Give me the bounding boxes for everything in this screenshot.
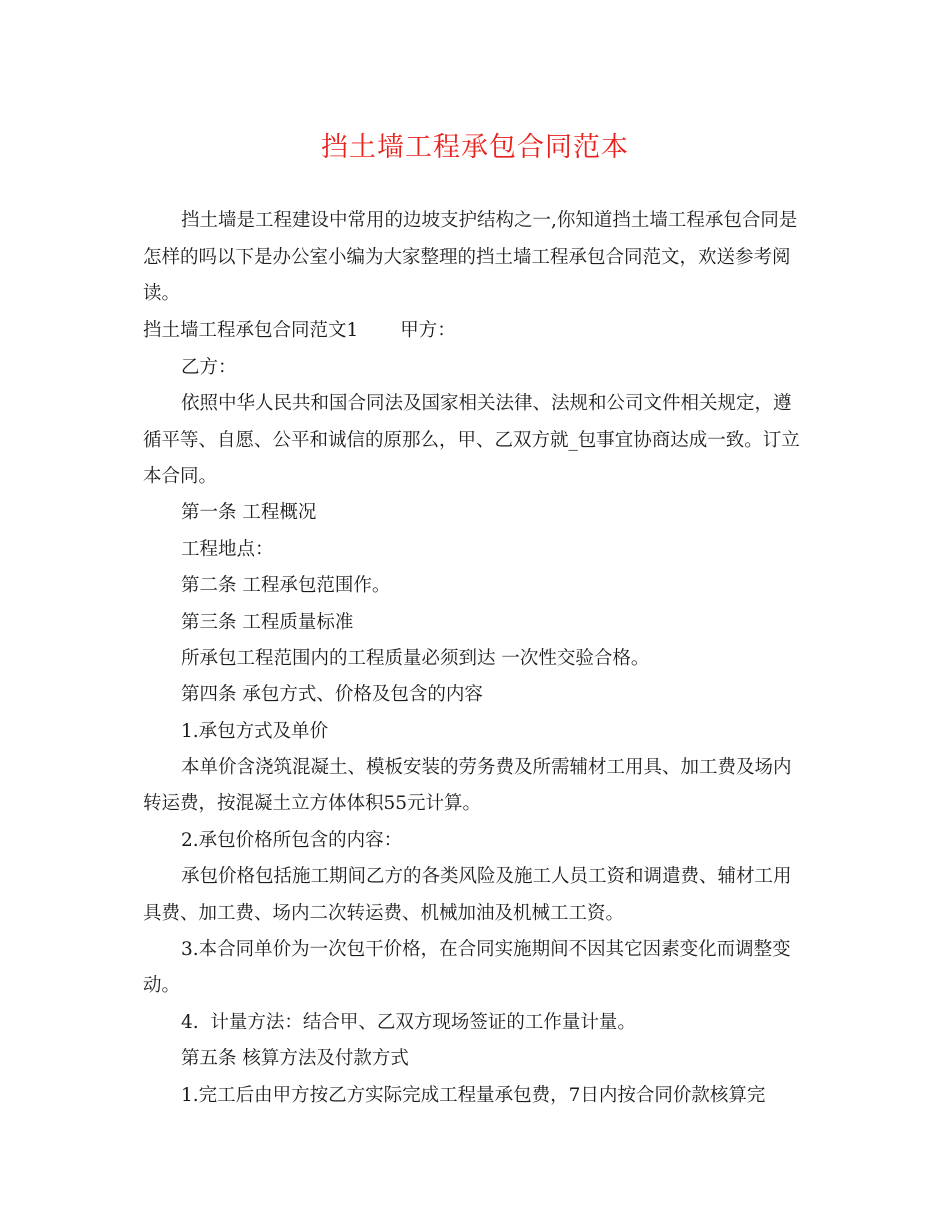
article-2-heading: 第二条 工程承包范围作。 [181, 575, 391, 596]
article-4-heading: 第四条 承包方式、价格及包含的内容 [181, 684, 483, 705]
quality-standard-text: 所承包工程范围内的工程质量必须到达 一次性交验合格。 [181, 648, 650, 669]
article-5-heading: 第五条 核算方法及付款方式 [181, 1048, 409, 1069]
sample-heading: 挡土墙工程承包合同范文1 [143, 320, 359, 341]
sample-heading-line [143, 316, 823, 346]
clause-4-3-line-2: 动。 [143, 975, 181, 996]
intro-line-1: 挡土墙是工程建设中常用的边坡支护结构之一,你知道挡土墙工程承包合同是 [181, 210, 798, 231]
document-title: 挡土墙工程承包合同范本 [321, 132, 629, 163]
article-3-heading: 第三条 工程质量标准 [181, 612, 354, 633]
preamble-line-2: 循平等、自愿、公平和诚信的原那么，甲、乙双方就_包事宜协商达成一致。订立 [143, 430, 800, 451]
preamble-line-3: 本合同。 [143, 466, 218, 487]
price-content-line-2: 具费、加工费、场内二次转运费、机械加油及机械工工资。 [143, 903, 625, 924]
clause-4-1-heading: 1.承包方式及单价 [181, 721, 329, 742]
project-location: 工程地点： [181, 539, 274, 560]
clause-4-3-line-1: 3.本合同单价为一次包干价格，在合同实施期间不因其它因素变化而调整变 [181, 939, 791, 960]
party-a-label: 甲方： [400, 320, 456, 341]
clause-4-2-heading: 2.承包价格所包含的内容： [181, 830, 403, 851]
price-content-line-1: 承包价格包括施工期间乙方的各类风险及施工人员工资和调遣费、辅材工用 [181, 866, 792, 887]
article-1-heading: 第一条 工程概况 [181, 502, 317, 523]
clause-4-4-line: 4. 计量方法：结合甲、乙双方现场签证的工作量计量。 [181, 1012, 636, 1033]
unit-price-line-1: 本单价含浇筑混凝土、模板安装的劳务费及所需辅材工用具、加工费及场内 [181, 757, 792, 778]
intro-line-3: 读。 [143, 283, 181, 304]
preamble-line-1: 依照中华人民共和国合同法及国家相关法律、法规和公司文件相关规定，遵 [181, 393, 792, 414]
clause-5-1-line: 1.完工后由甲方按乙方实际完成工程量承包费，7日内按合同价款核算完 [181, 1085, 766, 1106]
intro-line-2: 怎样的吗以下是办公室小编为大家整理的挡土墙工程承包合同范文，欢送参考阅 [143, 247, 791, 268]
unit-price-line-2: 转运费，按混凝土立方体体积55元计算。 [143, 793, 482, 814]
party-b-label: 乙方： [181, 357, 237, 378]
